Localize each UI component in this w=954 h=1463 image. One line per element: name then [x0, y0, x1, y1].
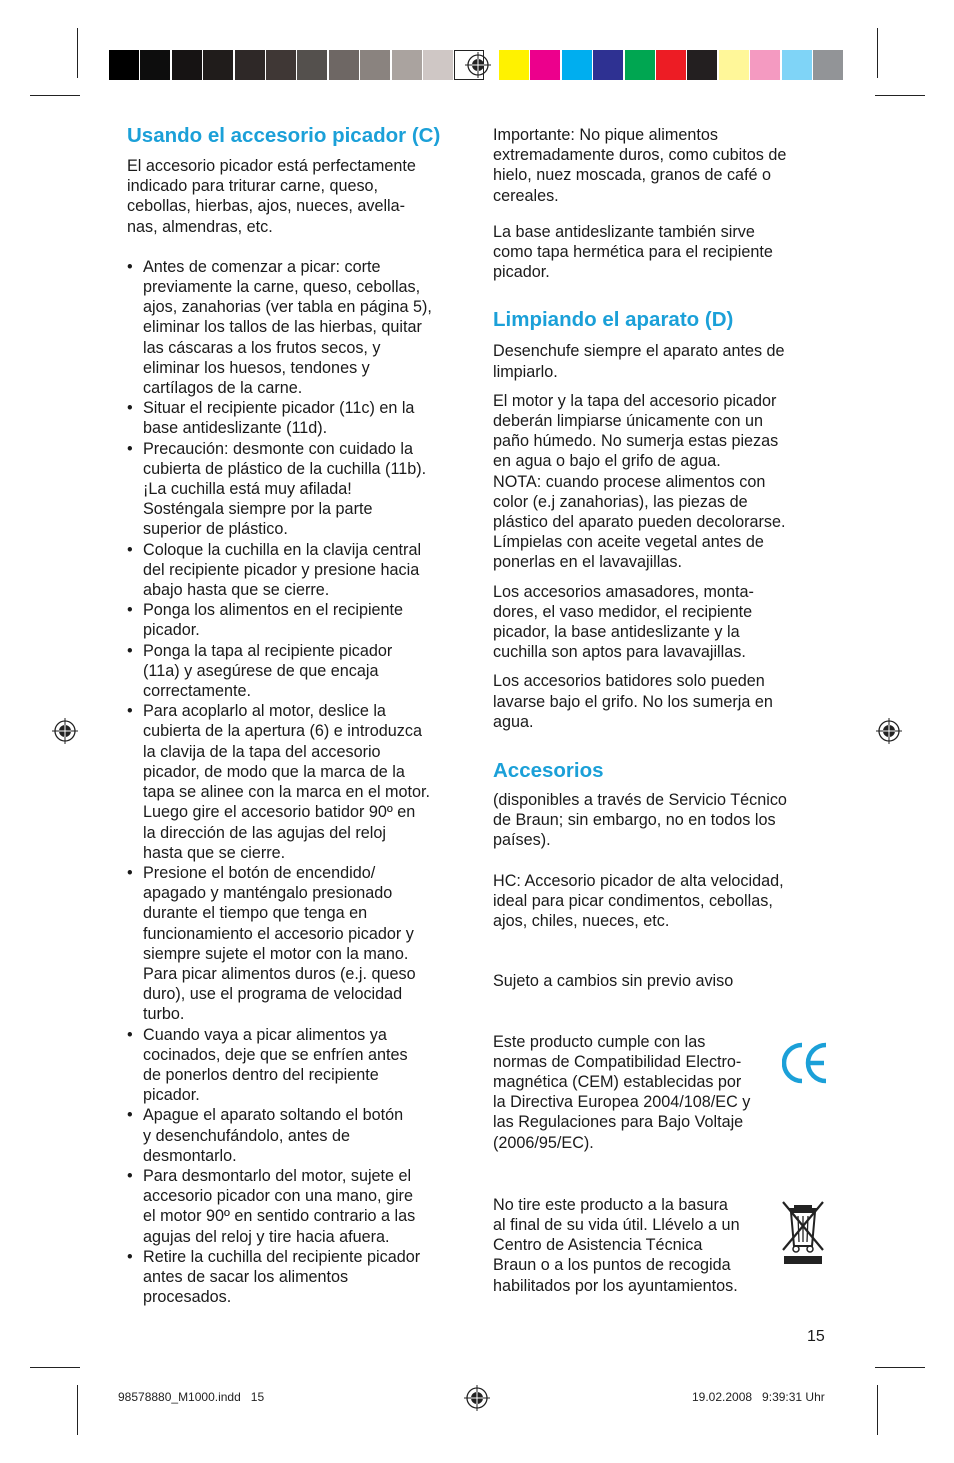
text-line: la Directiva Europea 2004/108/EC y	[493, 1093, 751, 1112]
text-line: cebollas, hierbas, ajos, nueces, avella-	[127, 197, 406, 216]
gray-swatch	[203, 50, 233, 80]
color-swatch	[499, 50, 529, 80]
instruction-line: funcionamiento el accesorio picador y	[143, 924, 414, 943]
text-line: ajos, chiles, nueces, etc.	[493, 912, 670, 931]
text-line: paño húmedo. No sumerja estas piezas	[493, 432, 779, 451]
text-line: El accesorio picador está perfectamente	[127, 157, 416, 175]
instruction-item	[127, 863, 472, 1025]
instruction-line: Precaución: desmonte con cuidado la	[143, 439, 413, 458]
instruction-line: picador.	[143, 1086, 200, 1105]
color-swatch	[813, 50, 843, 80]
instruction-item	[127, 641, 472, 702]
color-swatch	[687, 50, 717, 80]
instruction-line: ¡La cuchilla está muy afilada!	[143, 480, 352, 499]
instruction-line: duro), use el programa de velocidad	[143, 985, 403, 1004]
color-swatch	[625, 50, 655, 80]
instruction-line: Luego gire el accesorio batidor 90º en	[143, 803, 416, 822]
instruction-line: tapa se alinee con la marca en el motor.	[143, 783, 431, 802]
right-column	[493, 125, 838, 1296]
text-line: limpiarlo.	[493, 362, 558, 381]
intro-paragraph	[127, 156, 472, 237]
text-line: las Regulaciones para Bajo Voltaje	[493, 1113, 744, 1132]
text-line: plástico del aparato pueden decolorarse.	[493, 513, 786, 532]
text-line: ideal para picar condimentos, cebollas,	[493, 891, 773, 910]
gray-swatch	[423, 50, 453, 80]
instruction-line: el motor 90º en sentido contrario a las	[143, 1207, 416, 1226]
page-number: 15	[807, 1328, 825, 1345]
instruction-line: eliminar los tallos de las hierbas, quitar	[143, 318, 422, 337]
crop-mark	[30, 95, 80, 96]
instruction-line: desmontarlo.	[143, 1146, 237, 1165]
instruction-line: procesados.	[143, 1288, 232, 1307]
base-note-paragraph	[493, 222, 838, 283]
instruction-line: Para acoplarlo al motor, deslice la	[143, 702, 386, 721]
instruction-line: Para picar alimentos duros (e.j. queso	[143, 964, 416, 983]
instruction-line: apagado y manténgalo presionado	[143, 884, 393, 903]
instruction-item	[127, 701, 472, 863]
text-line: Este producto cumple con las	[493, 1032, 706, 1051]
instruction-line: siempre sujete el motor con la mano.	[143, 944, 409, 963]
instruction-line: ajos, zanahorias (ver tabla en página 5),	[143, 298, 432, 317]
instruction-item	[127, 439, 472, 540]
text-line: picador.	[493, 263, 550, 282]
text-line: color (e.j zanahorias), las piezas de	[493, 492, 748, 511]
instruction-line: las cáscaras a los frutos secos, y	[143, 338, 381, 357]
gray-swatch	[392, 50, 422, 80]
text-line: (disponibles a través de Servicio Técnico	[493, 791, 787, 810]
cleaning-paragraph-2	[493, 391, 838, 573]
gray-swatch	[329, 50, 359, 80]
text-line: al final de su vida útil. Llévelo a un	[493, 1215, 740, 1234]
instruction-line: hasta que se cierre.	[143, 843, 286, 862]
instruction-line: (11a) y asegúrese de que encaja	[143, 661, 379, 680]
registration-mark-icon	[465, 52, 491, 78]
text-line: HC: Accesorio picador de alta velocidad,	[493, 871, 784, 890]
text-line: países).	[493, 831, 551, 850]
instruction-item	[127, 398, 472, 438]
instruction-line: cubierta de plástico de la cuchilla (11b).	[143, 459, 427, 478]
instruction-item	[127, 257, 472, 398]
text-line: Braun o a los puntos de recogida	[493, 1256, 731, 1275]
instruction-line: del recipiente picador y presione hacia	[143, 560, 420, 579]
important-paragraph	[493, 125, 838, 206]
crop-mark	[875, 95, 925, 96]
gray-swatch	[109, 50, 139, 80]
instruction-line: picador.	[143, 621, 200, 640]
cleaning-paragraph-3	[493, 582, 838, 663]
change-notice: Sujeto a cambios sin previo aviso	[493, 972, 734, 991]
crop-mark	[875, 1367, 925, 1368]
gray-swatch	[140, 50, 170, 80]
instruction-item	[127, 600, 472, 640]
instruction-line: Situar el recipiente picador (11c) en la	[143, 399, 415, 418]
instruction-line: cubierta de la apertura (6) e introduzca	[143, 722, 422, 741]
instruction-line: cocinados, deje que se enfríen antes	[143, 1045, 408, 1064]
color-swatch	[656, 50, 686, 80]
instruction-item	[127, 540, 472, 601]
instruction-item	[127, 1247, 472, 1308]
cleaning-paragraph-4	[493, 671, 838, 732]
color-swatch	[750, 50, 780, 80]
instruction-line: base antideslizante (11d).	[143, 419, 328, 438]
instruction-line: superior de plástico.	[143, 520, 288, 539]
color-swatch	[562, 50, 592, 80]
accessories-paragraph-1	[493, 790, 838, 851]
color-swatch	[782, 50, 812, 80]
instruction-item	[127, 1105, 472, 1166]
instruction-line: la dirección de las agujas del reloj	[143, 823, 386, 842]
text-line: dores, el vaso medidor, el recipiente	[493, 602, 753, 621]
text-line: NOTA: cuando procese alimentos con	[493, 472, 766, 491]
gray-swatch	[266, 50, 296, 80]
text-line: hielo, nuez moscada, granos de café o	[493, 166, 772, 185]
instruction-item	[127, 1025, 472, 1106]
text-line: normas de Compatibilidad Electro-	[493, 1052, 742, 1071]
text-line: ponerlas en el lavavajillas.	[493, 553, 682, 572]
color-swatch	[719, 50, 749, 80]
color-swatch	[593, 50, 623, 80]
instruction-line: Cuando vaya a picar alimentos ya	[143, 1025, 387, 1044]
instruction-item	[127, 1166, 472, 1247]
text-line: Importante: No pique alimentos	[493, 126, 718, 144]
instruction-line: Presione el botón de encendido/	[143, 863, 376, 882]
instruction-line: Retire la cuchilla del recipiente picador	[143, 1247, 421, 1266]
instruction-line: picador, de modo que la marca de la	[143, 762, 405, 781]
instruction-line: Sosténgala siempre por la parte	[143, 500, 373, 519]
instruction-line: Apague el aparato soltando el botón	[143, 1106, 404, 1125]
instruction-line: agujas del reloj y tire hacia afuera.	[143, 1227, 390, 1246]
instruction-line: turbo.	[143, 1005, 185, 1024]
color-swatch	[530, 50, 560, 80]
registration-mark-icon	[52, 718, 78, 744]
text-line: No tire este producto a la basura	[493, 1195, 728, 1214]
instruction-line: correctamente.	[143, 682, 251, 701]
text-line: magnética (CEM) establecidas por	[493, 1072, 742, 1091]
instruction-line: Para desmontarlo del motor, sujete el	[143, 1166, 412, 1185]
gray-swatch	[172, 50, 202, 80]
crop-mark	[77, 28, 78, 78]
text-line: Desenchufe siempre el aparato antes de	[493, 342, 785, 361]
footer-file-info: 98578880_M1000.indd 15	[118, 1390, 265, 1404]
crop-mark	[877, 1385, 878, 1435]
text-line: indicado para triturar carne, queso,	[127, 177, 379, 196]
text-line: en agua o bajo el grifo de agua.	[493, 452, 721, 471]
text-line: Límpielas con aceite vegetal antes de	[493, 533, 764, 552]
text-line: como tapa hermética para el recipiente	[493, 243, 773, 262]
text-line: Centro de Asistencia Técnica	[493, 1236, 703, 1255]
left-column	[127, 124, 472, 1307]
instruction-line: previamente la carne, queso, cebollas,	[143, 278, 421, 297]
text-line: de Braun; sin embargo, no en todos los	[493, 811, 776, 830]
instruction-line: antes de sacar los alimentos	[143, 1267, 349, 1286]
ce-mark-icon	[782, 1042, 830, 1084]
section-heading-cleaning: Limpiando el aparato (D)	[493, 308, 734, 332]
instruction-line: Ponga los alimentos en el recipiente	[143, 601, 404, 620]
text-line: agua.	[493, 712, 534, 731]
text-line: Los accesorios batidores solo pueden	[493, 672, 765, 691]
cleaning-paragraph-1	[493, 341, 838, 381]
section-heading-chopper: Usando el accesorio picador (C)	[127, 124, 441, 147]
instruction-line: Ponga la tapa al recipiente picador	[143, 641, 393, 660]
text-line: cuchilla son aptos para lavavajillas.	[493, 643, 746, 662]
instruction-line: la clavija de la tapa del accesorio	[143, 742, 381, 761]
instruction-line: durante el tiempo que tenga en	[143, 904, 368, 923]
registration-mark-icon	[464, 1385, 490, 1411]
text-line: habilitados por los ayuntamientos.	[493, 1276, 738, 1295]
text-line: La base antideslizante también sirve	[493, 222, 755, 241]
instruction-line: y desenchufándolo, antes de	[143, 1126, 350, 1145]
section-heading-accessories: Accesorios	[493, 759, 604, 783]
instruction-line: cartílagos de la carne.	[143, 379, 303, 398]
crop-mark	[877, 28, 878, 78]
accessories-paragraph-2	[493, 871, 838, 932]
text-line: cereales.	[493, 186, 559, 205]
instruction-line: eliminar los huesos, tendones y	[143, 358, 370, 377]
text-line: picador, la base antideslizante y la	[493, 623, 740, 642]
gray-swatch	[235, 50, 265, 80]
instruction-line: Antes de comenzar a picar: corte	[143, 257, 381, 276]
instruction-line: de ponerlos dentro del recipiente	[143, 1065, 379, 1084]
gray-swatch	[297, 50, 327, 80]
text-line: nas, almendras, etc.	[127, 217, 273, 236]
registration-mark-icon	[876, 718, 902, 744]
instruction-line: Coloque la cuchilla en la clavija central	[143, 540, 422, 559]
instruction-line: accesorio picador con una mano, gire	[143, 1187, 413, 1206]
text-line: lavarse bajo el grifo. No los sumerja en	[493, 692, 773, 711]
gray-swatch	[360, 50, 390, 80]
text-line: Los accesorios amasadores, monta-	[493, 582, 754, 601]
text-line: deberán limpiarse únicamente con un	[493, 412, 763, 431]
text-line: El motor y la tapa del accesorio picador	[493, 391, 777, 410]
weee-bin-icon	[780, 1200, 826, 1266]
footer-timestamp: 19.02.2008 9:39:31 Uhr	[692, 1390, 825, 1404]
text-line: extremadamente duros, como cubitos de	[493, 146, 787, 165]
instruction-list	[127, 257, 472, 1308]
crop-mark	[30, 1367, 80, 1368]
instruction-line: abajo hasta que se cierre.	[143, 581, 330, 600]
crop-mark	[77, 1385, 78, 1435]
text-line: (2006/95/EC).	[493, 1133, 594, 1152]
